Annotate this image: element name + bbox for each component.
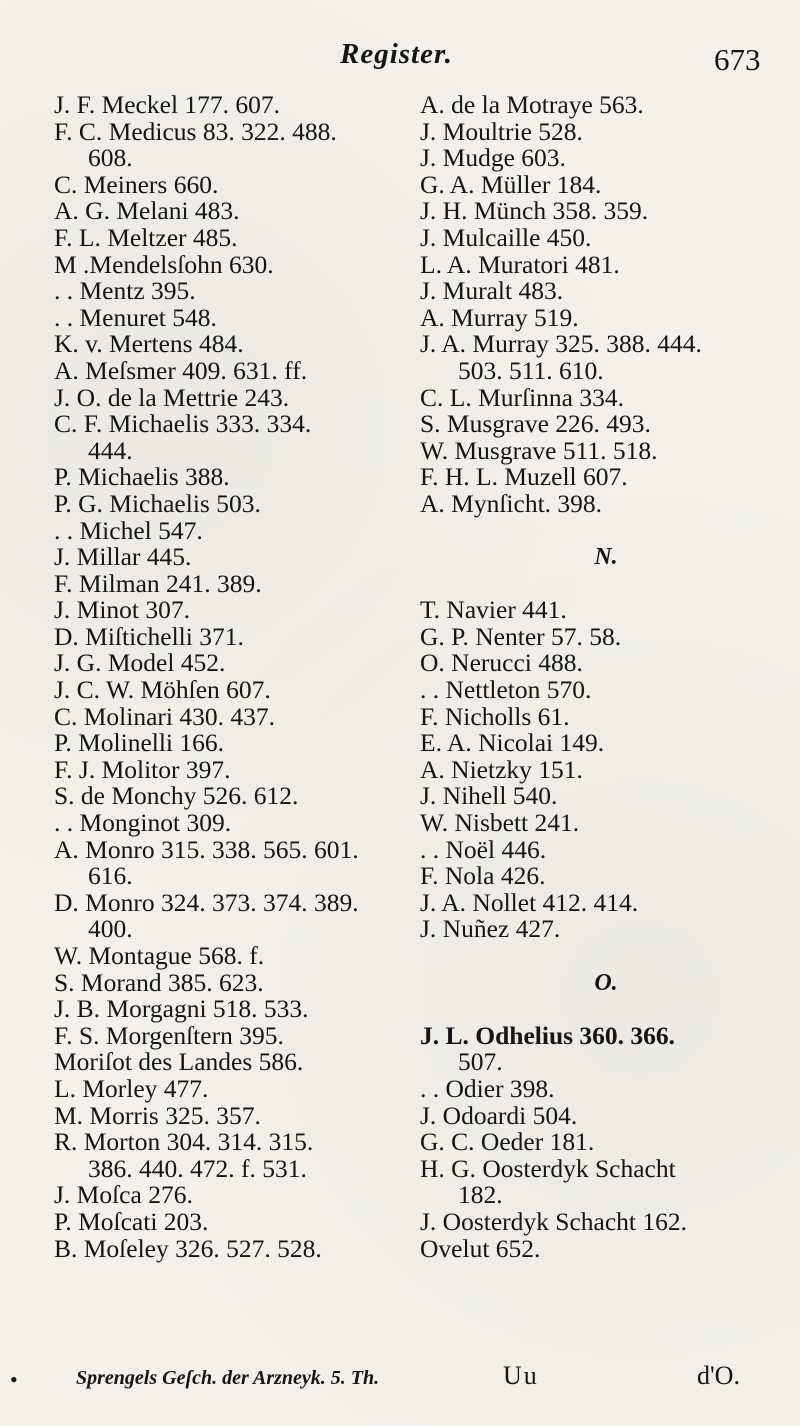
index-entry: J. A. Nollet 412. 414.	[420, 887, 639, 917]
index-entry: G. C. Oeder 181.	[420, 1127, 595, 1157]
left-index-column	[54, 92, 410, 1262]
index-entry: A. Mynſicht. 398.	[420, 488, 603, 518]
index-entry: C. Molinari 430. 437.	[54, 701, 275, 731]
index-entry-continuation: 444.	[88, 435, 133, 465]
index-entry: F. S. Morgenſtern 395.	[54, 1020, 284, 1050]
index-entry: M. Morris 325. 357.	[54, 1100, 261, 1130]
index-entry: L. A. Muratori 481.	[420, 249, 620, 279]
spacer	[420, 943, 792, 970]
index-entry-continuation: 182.	[458, 1180, 503, 1210]
index-entry-continuation: 608.	[88, 143, 133, 173]
index-entry: Moriſot des Landes 586.	[54, 1047, 304, 1077]
index-entry: S. Musgrave 226. 493.	[420, 409, 651, 439]
index-entry: A. Meſsmer 409. 631. ff.	[54, 355, 308, 385]
running-head: Register.	[340, 38, 453, 70]
index-entry: J. G. Model 452.	[54, 648, 226, 678]
index-entry: . . Nettleton 570.	[420, 675, 592, 705]
index-entry: P. Michaelis 388.	[54, 462, 230, 492]
index-entry: J. Millar 445.	[54, 542, 192, 572]
index-entry: T. Navier 441.	[420, 595, 567, 625]
index-entry: P. Moſcati 203.	[54, 1206, 209, 1236]
index-entry: S. Morand 385. 623.	[54, 967, 264, 997]
index-entry: J. L. Odhelius 360. 366.	[420, 1020, 676, 1050]
index-entry: J. H. Münch 358. 359.	[420, 196, 649, 226]
index-entry: H. G. Oosterdyk Schacht	[420, 1153, 676, 1183]
section-heading-o: O.	[594, 969, 618, 996]
index-entry: W. Musgrave 511. 518.	[420, 435, 658, 465]
page-number: 673	[714, 42, 761, 77]
section-heading-n: N.	[594, 544, 618, 571]
index-entry: K. v. Mertens 484.	[54, 329, 244, 359]
index-entry-continuation: 616.	[88, 861, 133, 891]
index-entry-continuation: 507.	[458, 1047, 503, 1077]
index-entry: P. G. Michaelis 503.	[54, 488, 261, 518]
index-entry: C. L. Murſinna 334.	[420, 382, 624, 412]
index-entry: J. Mudge 603.	[420, 143, 566, 173]
index-entry: A. Nietzky 151.	[420, 754, 583, 784]
index-entry: Ovelut 652.	[420, 1233, 541, 1263]
index-entry: . . Menuret 548.	[54, 302, 217, 332]
index-entry: F. Nola 426.	[420, 861, 546, 891]
index-entry: . . Odier 398.	[420, 1073, 555, 1103]
index-entry: . . Mentz 395.	[54, 276, 196, 306]
index-entry: G. P. Nenter 57. 58.	[420, 621, 622, 651]
index-entry: J. Moſca 276.	[54, 1180, 193, 1210]
index-entry: F. J. Molitor 397.	[54, 754, 231, 784]
index-entry: F. Milman 241. 389.	[54, 568, 262, 598]
index-entry: M .Mendelsſohn 630.	[54, 249, 274, 279]
page-footer	[0, 1361, 800, 1401]
index-entry: J. A. Murray 325. 388. 444.	[420, 329, 702, 359]
index-entry: B. Moſeley 326. 527. 528.	[54, 1233, 322, 1263]
index-entry-continuation: 400.	[88, 914, 133, 944]
index-entry: C. Meiners 660.	[54, 169, 219, 199]
index-entry: R. Morton 304. 314. 315.	[54, 1127, 314, 1157]
index-entry: J. O. de la Mettrie 243.	[54, 382, 290, 412]
signature-note: Sprengels Geſch. der Arzneyk. 5. Th.	[76, 1367, 380, 1389]
index-entry: J. Nihell 540.	[420, 781, 558, 811]
index-entry-continuation: 386. 440. 472. f. 531.	[88, 1153, 307, 1183]
index-entry: A. Monro 315. 338. 565. 601.	[54, 834, 359, 864]
index-entry: . . Michel 547.	[54, 515, 203, 545]
index-entry: W. Montague 568. f.	[54, 941, 265, 970]
index-entry: S. de Monchy 526. 612.	[54, 781, 299, 811]
index-entry: . . Noël 446.	[420, 834, 547, 864]
right-index-column	[420, 92, 792, 1262]
index-entry: A. de la Motraye 563.	[420, 90, 644, 119]
spacer	[420, 571, 792, 598]
index-entry: A. G. Melani 483.	[54, 196, 240, 226]
index-entry: J. Moultrie 528.	[420, 116, 583, 146]
index-entry: . . Monginot 309.	[54, 808, 232, 838]
spacer	[420, 518, 792, 545]
index-entry: O. Nerucci 488.	[420, 648, 583, 678]
index-entry: J. B. Morgagni 518. 533.	[54, 994, 309, 1024]
index-entry: J. Mulcaille 450.	[420, 222, 592, 252]
index-entry: W. Nisbett 241.	[420, 808, 580, 838]
index-entry: P. Molinelli 166.	[54, 728, 225, 758]
index-entry: J. F. Meckel 177. 607.	[54, 90, 281, 119]
index-entry: J. Nuñez 427.	[420, 914, 561, 944]
index-entry: F. H. L. Muzell 607.	[420, 462, 628, 492]
index-entry: D. Monro 324. 373. 374. 389.	[54, 887, 359, 917]
signature-mark: Uu	[503, 1361, 539, 1390]
index-entry: J. Minot 307.	[54, 595, 191, 625]
index-entry: F. L. Meltzer 485.	[54, 222, 238, 252]
index-entry: G. A. Müller 184.	[420, 169, 602, 199]
index-entry: J. Muralt 483.	[420, 276, 564, 306]
index-entry: D. Miſtichelli 371.	[54, 621, 244, 651]
index-entry: A. Murray 519.	[420, 302, 579, 332]
index-entry: F. Nicholls 61.	[420, 701, 570, 731]
index-entry: F. C. Medicus 83. 322. 488.	[54, 116, 337, 146]
index-entry: E. A. Nicolai 149.	[420, 728, 605, 758]
spacer	[420, 996, 792, 1023]
catchword: d'O.	[697, 1361, 740, 1390]
index-entry: J. Oosterdyk Schacht 162.	[420, 1206, 688, 1236]
index-entry: J. C. W. Möhſen 607.	[54, 675, 271, 705]
margin-bullet: •	[10, 1367, 18, 1392]
index-entry-continuation: 503. 511. 610.	[458, 355, 604, 385]
index-entry: J. Odoardi 504.	[420, 1100, 578, 1130]
index-entry: L. Morley 477.	[54, 1073, 209, 1103]
index-entry: C. F. Michaelis 333. 334.	[54, 409, 312, 439]
